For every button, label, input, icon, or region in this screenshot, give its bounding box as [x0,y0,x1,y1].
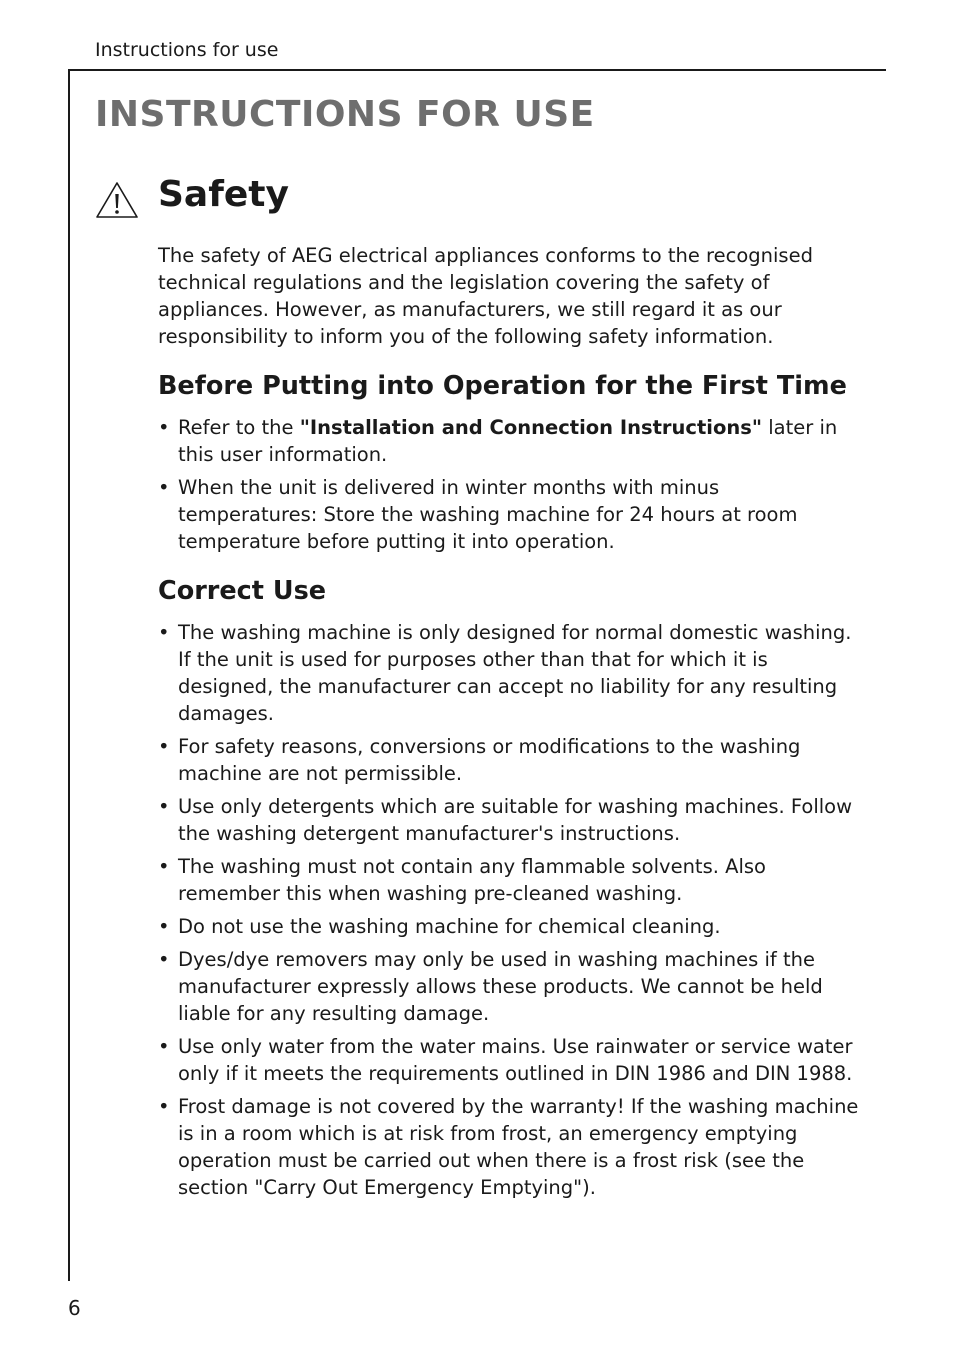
item-text: later in this user information. [178,416,838,466]
list-item: • Use only detergents which are suitable for washing machines. Follow the washing detergent manufacturer's instructions. [158,793,864,847]
running-head: Instructions for use [95,39,279,61]
subheading-correct-use: Correct Use [158,576,327,606]
content-column [158,242,864,1207]
page-number: 6 [68,1296,81,1320]
correct-use-list [158,619,864,1201]
warning-triangle-icon [95,181,139,219]
subheading-before-operation: Before Putting into Operation for the First Time [158,371,847,401]
list-item: • For safety reasons, conversions or modifications to the washing machine are not permissible. [158,733,864,787]
list-item: • Frost damage is not covered by the warranty! If the washing machine is in a room which is at risk from frost, an emergency emptying operation must be carried out when there is a frost risk (see the section "Carry Out Emergency Emptying"). [158,1093,864,1201]
margin-rule [68,69,70,1281]
header-rule [68,69,886,71]
before-operation-list [158,414,864,555]
list-item: • When the unit is delivered in winter months with minus temperatures: Store the washing machine for 24 hours at room temperature before putting it into operation. [158,474,864,555]
list-item: • Dyes/dye removers may only be used in washing machines if the manufacturer expressly allows these products. We cannot be held liable for any resulting damage. [158,946,864,1027]
list-item [158,414,864,468]
item-emphasis: "Installation and Connection Instructions" [299,416,763,439]
list-item: • Use only water from the water mains. Use rainwater or service water only if it meets the requirements outlined in DIN 1986 and DIN 1988. [158,1033,864,1087]
item-text: Refer to the [178,416,300,439]
intro-paragraph: The safety of AEG electrical appliances conforms to the recognised technical regulations and the legislation covering the safety of appliances. However, as manufacturers, we still regard it as our responsibility to inform you of the following safety information. [158,244,813,348]
list-item: • The washing must not contain any flammable solvents. Also remember this when washing pre-cleaned washing. [158,853,864,907]
chapter-title: INSTRUCTIONS FOR USE [95,94,595,135]
list-item: • The washing machine is only designed for normal domestic washing. If the unit is used for purposes other than that for which it is designed, the manufacturer can accept no liability for any resulting damages. [158,619,864,727]
list-item: • Do not use the washing machine for chemical cleaning. [158,913,864,940]
section-title: Safety [158,174,289,215]
